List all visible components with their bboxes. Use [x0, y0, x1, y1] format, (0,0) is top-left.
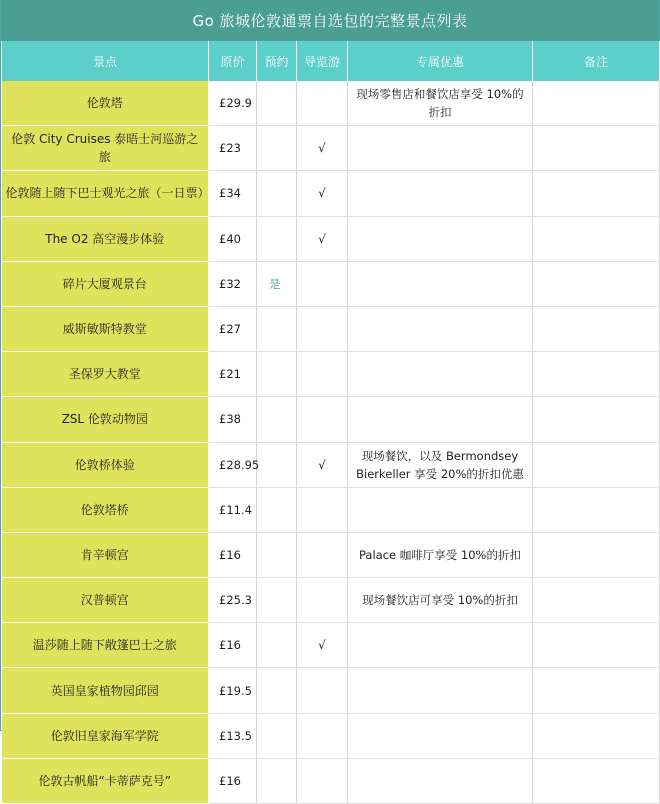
page-title: Go 旅城伦敦通票自选包的完整景点列表: [1, 0, 659, 41]
offer-cell: [348, 261, 533, 306]
table-row: [2, 81, 660, 126]
offer-cell: [348, 216, 533, 261]
price-cell: £13.5: [209, 713, 257, 758]
guided-tour-check: [297, 532, 348, 577]
offer-cell: [348, 126, 533, 171]
note-cell: [533, 713, 660, 758]
offer-cell: [348, 397, 533, 442]
header-guided-tour: 导览游: [297, 41, 348, 81]
attraction-name: 伦敦古帆船“卡蒂萨克号”: [2, 758, 209, 803]
offer-cell: [348, 352, 533, 397]
note-cell: [533, 578, 660, 623]
price-cell: £19.5: [209, 668, 257, 713]
reservation-cell: [257, 442, 297, 487]
guided-tour-check: [297, 352, 348, 397]
guided-tour-check: √: [297, 171, 348, 216]
price-cell: £23: [209, 126, 257, 171]
price-cell: £29.9: [209, 81, 257, 126]
guided-tour-check: [297, 578, 348, 623]
price-cell: £34: [209, 171, 257, 216]
price-cell: £16: [209, 532, 257, 577]
price-cell: £16: [209, 623, 257, 668]
table-row: [2, 442, 660, 487]
offer-cell: Palace 咖啡厅享受 10%的折扣: [348, 532, 533, 577]
table-row: [2, 216, 660, 261]
note-cell: [533, 171, 660, 216]
table-row: [2, 352, 660, 397]
guided-tour-check: [297, 713, 348, 758]
guided-tour-check: √: [297, 442, 348, 487]
table-row: [2, 261, 660, 306]
guided-tour-check: √: [297, 126, 348, 171]
note-cell: [533, 487, 660, 532]
table-row: [2, 397, 660, 442]
attraction-name: 圣保罗大教堂: [2, 352, 209, 397]
attraction-name: 肯辛顿宫: [2, 532, 209, 577]
reservation-cell: [257, 81, 297, 126]
offer-cell: [348, 668, 533, 713]
reservation-cell: [257, 487, 297, 532]
reservation-cell: [257, 397, 297, 442]
price-cell: £11.4: [209, 487, 257, 532]
guided-tour-check: √: [297, 216, 348, 261]
note-cell: [533, 306, 660, 351]
offer-cell: [348, 171, 533, 216]
reservation-cell: [257, 578, 297, 623]
note-cell: [533, 758, 660, 803]
note-cell: [533, 397, 660, 442]
attraction-name: ZSL 伦敦动物园: [2, 397, 209, 442]
attraction-name: 伦敦塔桥: [2, 487, 209, 532]
table-row: [2, 668, 660, 713]
header-note: 备注: [533, 41, 660, 81]
attraction-name: 伦敦桥体验: [2, 442, 209, 487]
reservation-cell: [257, 352, 297, 397]
price-cell: £25.3: [209, 578, 257, 623]
price-cell: £40: [209, 216, 257, 261]
note-cell: [533, 532, 660, 577]
price-cell: £21: [209, 352, 257, 397]
reservation-cell: [257, 532, 297, 577]
table-row: [2, 758, 660, 803]
guided-tour-check: [297, 81, 348, 126]
note-cell: [533, 261, 660, 306]
reservation-cell: [257, 171, 297, 216]
reservation-cell: [257, 126, 297, 171]
note-cell: [533, 623, 660, 668]
offer-cell: [348, 713, 533, 758]
header-attraction: 景点: [2, 41, 209, 81]
price-cell: £28.95: [209, 442, 257, 487]
price-cell: £38: [209, 397, 257, 442]
attraction-name: 伦敦旧皇家海军学院: [2, 713, 209, 758]
attraction-name: The O2 高空漫步体验: [2, 216, 209, 261]
attraction-name: 伦敦塔: [2, 81, 209, 126]
note-cell: [533, 352, 660, 397]
attraction-name: 伦敦 City Cruises 泰晤士河巡游之旅: [2, 126, 209, 171]
reservation-cell: [257, 713, 297, 758]
header-reservation: 预约: [257, 41, 297, 81]
attraction-name: 汉普顿宫: [2, 578, 209, 623]
offer-cell: 现场零售店和餐饮店享受 10%的折扣: [348, 81, 533, 126]
guided-tour-check: [297, 487, 348, 532]
note-cell: [533, 216, 660, 261]
table-row: [2, 171, 660, 216]
table-row: [2, 713, 660, 758]
offer-cell: [348, 487, 533, 532]
offer-cell: 现场餐饮，以及 Bermondsey Bierkeller 享受 20%的折扣优惠: [348, 442, 533, 487]
reservation-cell: 是: [257, 261, 297, 306]
note-cell: [533, 668, 660, 713]
attractions-table: [1, 41, 660, 804]
reservation-cell: [257, 216, 297, 261]
table-row: [2, 487, 660, 532]
price-cell: £27: [209, 306, 257, 351]
guided-tour-check: [297, 668, 348, 713]
attraction-name: 伦敦随上随下巴士观光之旅（一日票）: [2, 171, 209, 216]
guided-tour-check: [297, 397, 348, 442]
table-row: [2, 623, 660, 668]
offer-cell: [348, 306, 533, 351]
reservation-cell: [257, 623, 297, 668]
note-cell: [533, 442, 660, 487]
note-cell: [533, 126, 660, 171]
offer-cell: [348, 623, 533, 668]
price-cell: £16: [209, 758, 257, 803]
attraction-name: 碎片大厦观景台: [2, 261, 209, 306]
reservation-cell: [257, 668, 297, 713]
guided-tour-check: [297, 758, 348, 803]
header-exclusive-offer: 专属优惠: [348, 41, 533, 81]
header-price: 原价: [209, 41, 257, 81]
table-body: [2, 81, 660, 804]
attraction-name: 英国皇家植物园邱园: [2, 668, 209, 713]
guided-tour-check: [297, 261, 348, 306]
table-header-row: [2, 41, 660, 81]
guided-tour-check: √: [297, 623, 348, 668]
guided-tour-check: [297, 306, 348, 351]
price-cell: £32: [209, 261, 257, 306]
table-row: [2, 306, 660, 351]
reservation-cell: [257, 758, 297, 803]
reservation-cell: [257, 306, 297, 351]
offer-cell: 现场餐饮店可享受 10%的折扣: [348, 578, 533, 623]
attraction-name: 威斯敏斯特教堂: [2, 306, 209, 351]
table-row: [2, 126, 660, 171]
attraction-name: 温莎随上随下敞篷巴士之旅: [2, 623, 209, 668]
table-row: [2, 578, 660, 623]
note-cell: [533, 81, 660, 126]
offer-cell: [348, 758, 533, 803]
table-row: [2, 532, 660, 577]
